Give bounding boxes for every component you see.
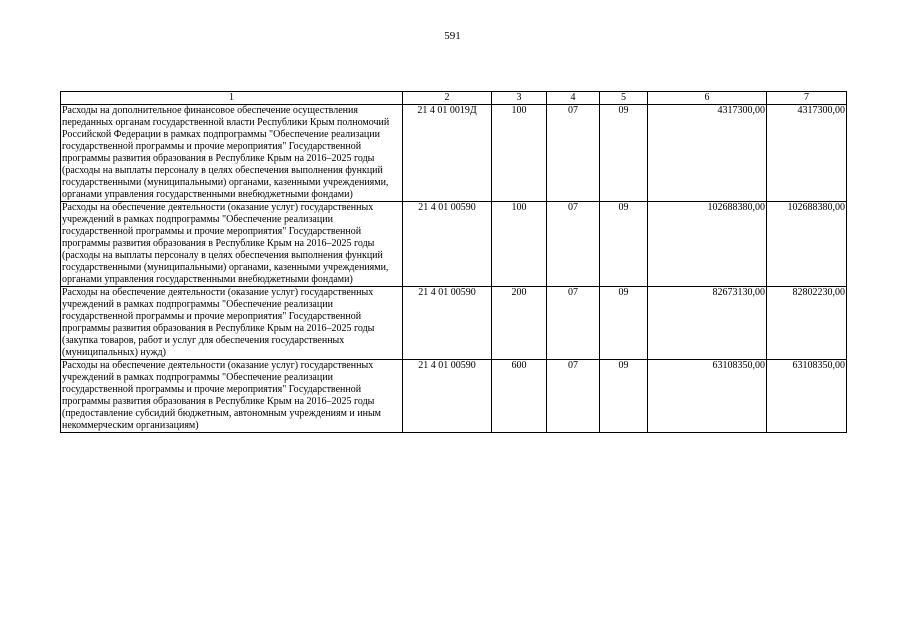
header-row	[61, 92, 847, 105]
row-expense-type: 100	[492, 202, 547, 287]
header-col-4: 4	[547, 92, 600, 105]
row-section: 07	[547, 287, 600, 360]
row-amount-1: 102688380,00	[648, 202, 767, 287]
table-row	[61, 360, 847, 433]
row-description: Расходы на обеспечение деятельности (оказание услуг) государственных учреждений в рамках подпрограммы "Обеспечение реализации государственной программы и прочие мероприятия" Государственной программы развития образования в Республике Крым на 2016–2025 годы (закупка товаров, работ и услуг для обеспечения государственных (муниципальных) нужд)	[61, 287, 403, 360]
row-code: 21 4 01 00590	[403, 202, 492, 287]
row-amount-2: 102688380,00	[767, 202, 847, 287]
row-expense-type: 600	[492, 360, 547, 433]
header-col-1: 1	[61, 92, 403, 105]
header-col-7: 7	[767, 92, 847, 105]
header-col-6: 6	[648, 92, 767, 105]
row-section: 07	[547, 202, 600, 287]
row-subsection: 09	[600, 105, 648, 202]
row-amount-1: 4317300,00	[648, 105, 767, 202]
row-subsection: 09	[600, 287, 648, 360]
page-number: 591	[444, 30, 461, 42]
row-description: Расходы на дополнительное финансовое обеспечение осуществления переданных органам государственной власти Республики Крым полномочий Российской Федерации в рамках подпрограммы "Обеспечение реализации государственной программы и прочие мероприятия" Государственной программы развития образования в Республике Крым на 2016–2025 годы (расходы на выплаты персоналу в целях обеспечения выполнения функций государственными (муниципальными) органами, казенными учреждениями, органами управления государственными внебюджетными фондами)	[61, 105, 403, 202]
row-amount-2: 82802230,00	[767, 287, 847, 360]
table-row	[61, 105, 847, 202]
row-subsection: 09	[600, 360, 648, 433]
row-code: 21 4 01 00590	[403, 287, 492, 360]
row-amount-2: 4317300,00	[767, 105, 847, 202]
header-col-3: 3	[492, 92, 547, 105]
row-expense-type: 200	[492, 287, 547, 360]
row-section: 07	[547, 105, 600, 202]
header-col-5: 5	[600, 92, 648, 105]
budget-table	[60, 91, 847, 433]
header-col-2: 2	[403, 92, 492, 105]
row-description: Расходы на обеспечение деятельности (оказание услуг) государственных учреждений в рамках подпрограммы "Обеспечение реализации государственной программы и прочие мероприятия" Государственной программы развития образования в Республике Крым на 2016–2025 годы (предоставление субсидий бюджетным, автономным учреждениям и иным некоммерческим организациям)	[61, 360, 403, 433]
row-amount-1: 63108350,00	[648, 360, 767, 433]
row-description: Расходы на обеспечение деятельности (оказание услуг) государственных учреждений в рамках подпрограммы "Обеспечение реализации государственной программы и прочие мероприятия" Государственной программы развития образования в Республике Крым на 2016–2025 годы (расходы на выплаты персоналу в целях обеспечения выполнения функций государственными (муниципальными) органами, казенными учреждениями, органами управления государственными внебюджетными фондами)	[61, 202, 403, 287]
row-subsection: 09	[600, 202, 648, 287]
table-row	[61, 202, 847, 287]
row-amount-2: 63108350,00	[767, 360, 847, 433]
row-expense-type: 100	[492, 105, 547, 202]
row-code: 21 4 01 00590	[403, 360, 492, 433]
row-section: 07	[547, 360, 600, 433]
table-row	[61, 287, 847, 360]
row-code: 21 4 01 0019Д	[403, 105, 492, 202]
row-amount-1: 82673130,00	[648, 287, 767, 360]
